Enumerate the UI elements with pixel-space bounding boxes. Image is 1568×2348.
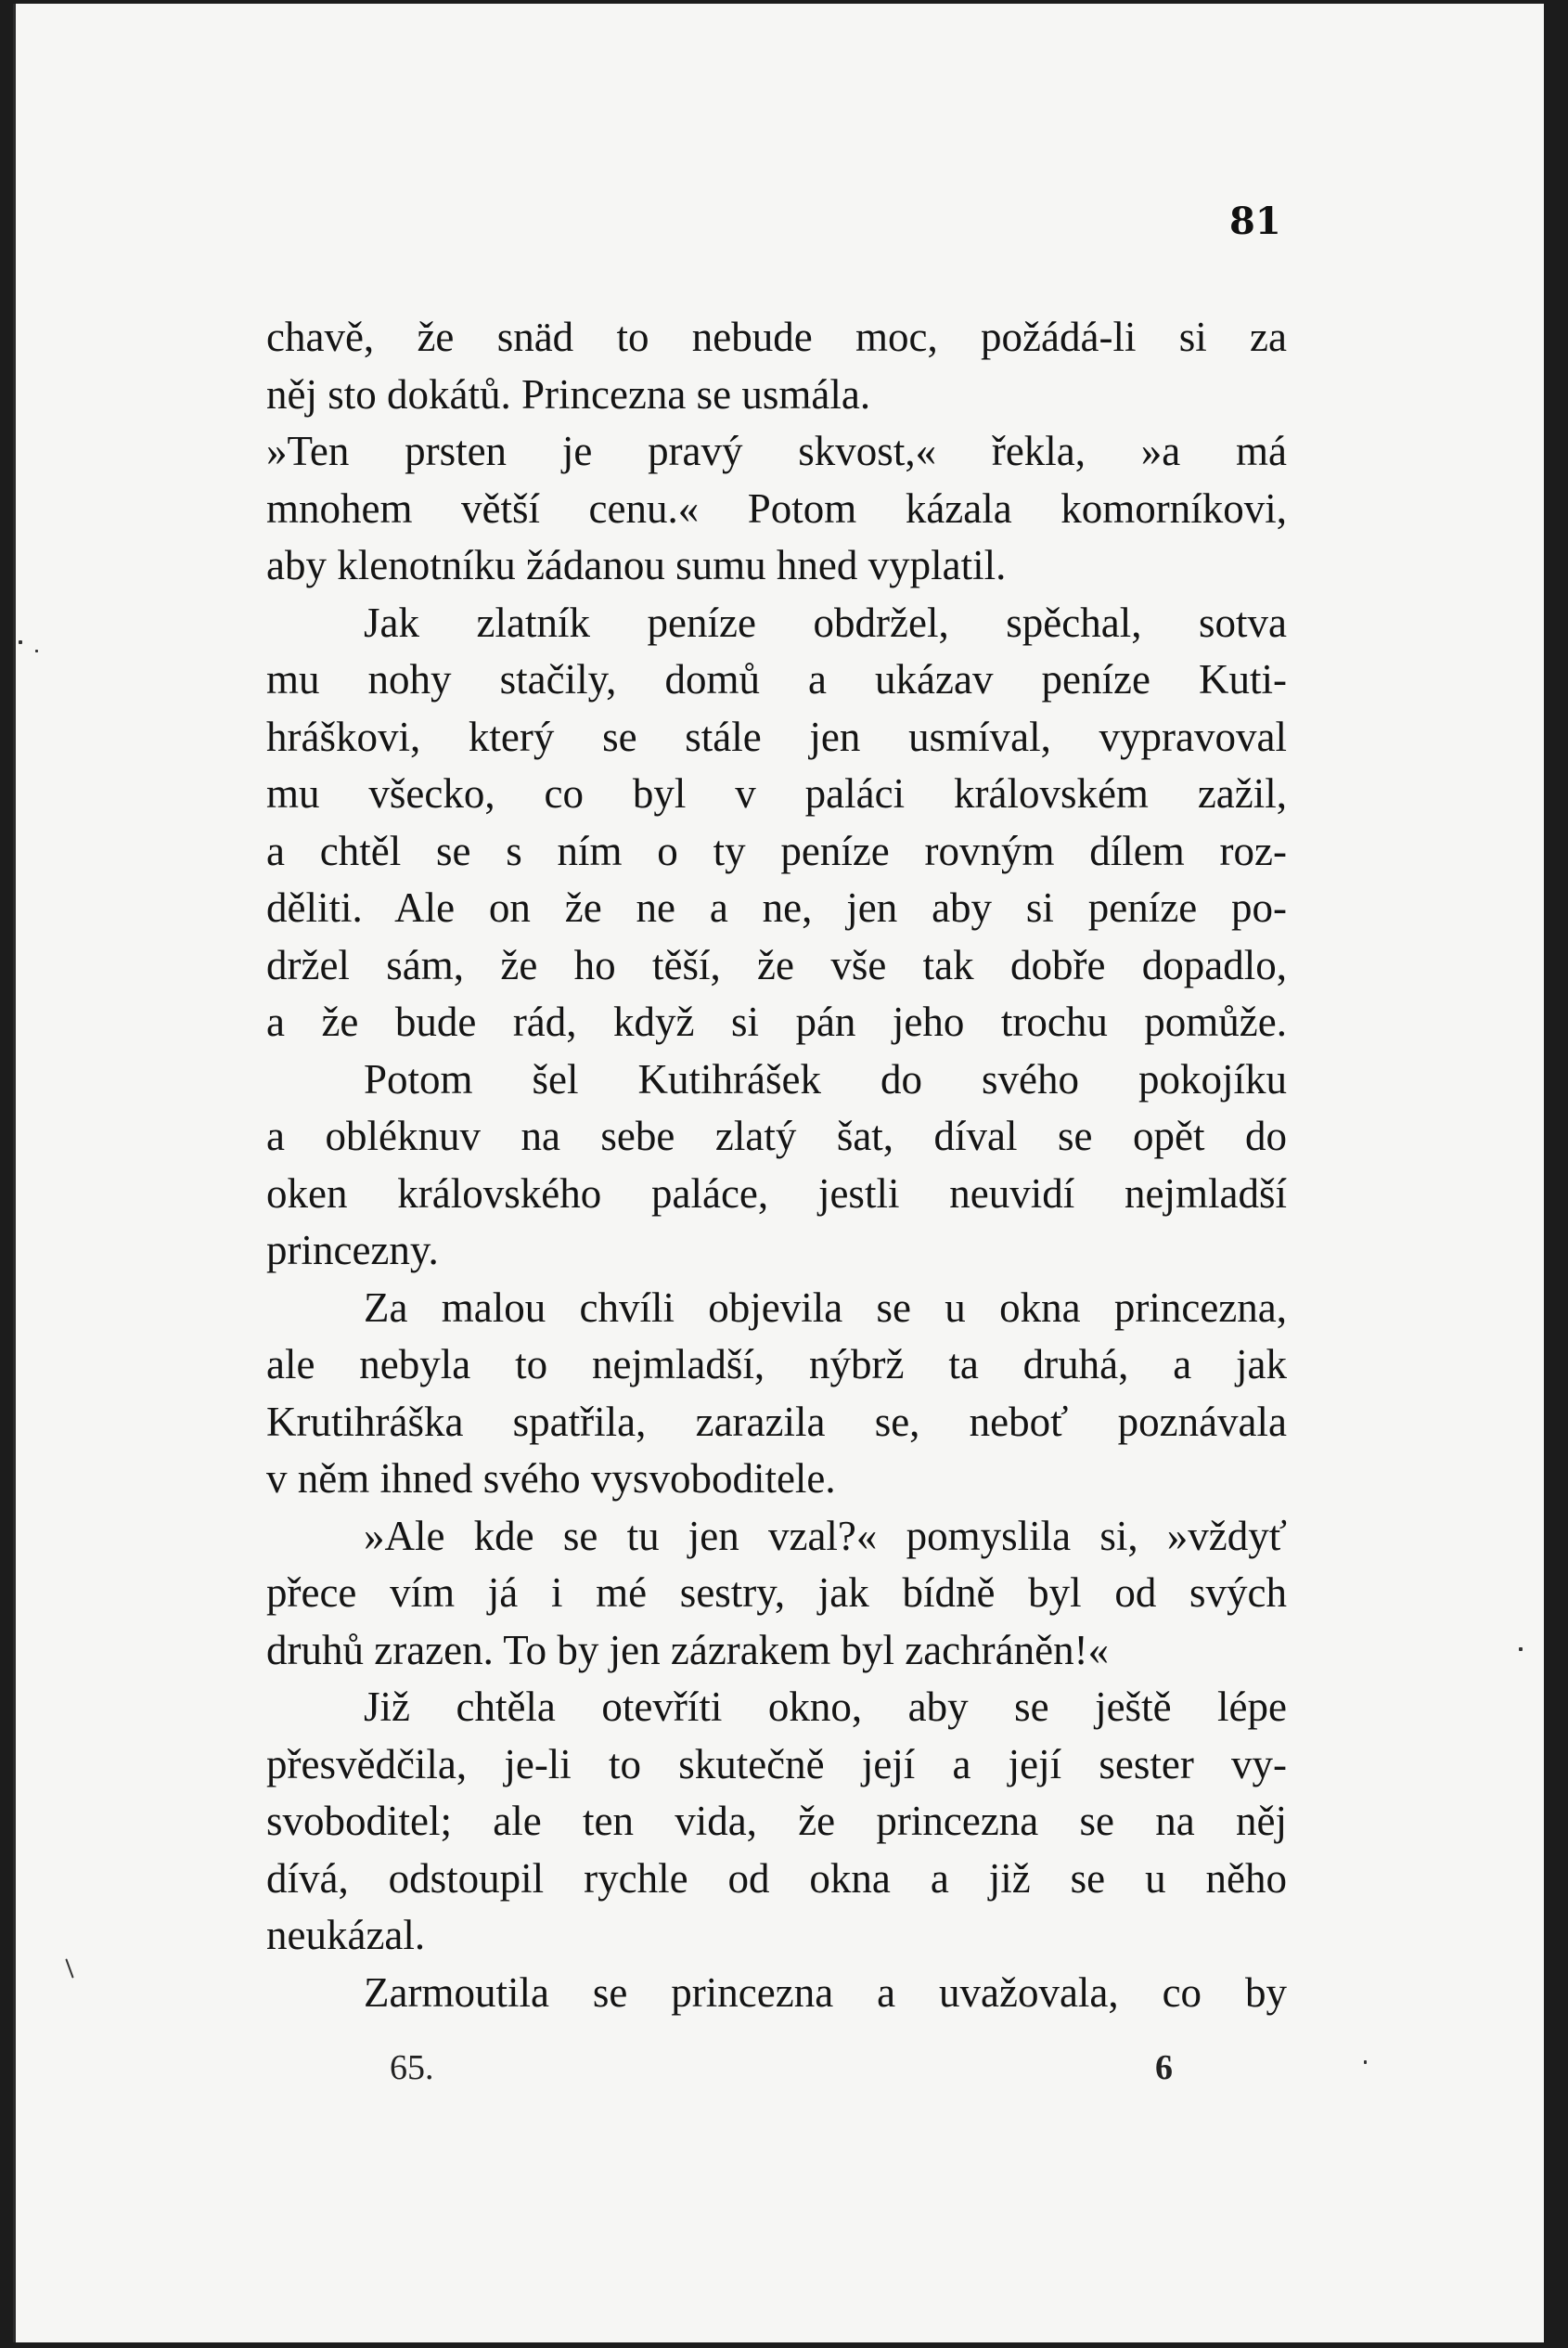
- text-line: svoboditel; ale ten vida, že princezna se na něj: [266, 1798, 1287, 1844]
- text-line: mu nohy stačily, domů a ukázav peníze Kuti-: [266, 656, 1287, 703]
- text-line: Jak zlatník peníze obdržel, spěchal, sotva: [364, 599, 1287, 646]
- page-edge-shadow: [13, 4, 16, 2342]
- text-line: »Ten prsten je pravý skvost,« řekla, »a má: [266, 428, 1287, 474]
- text-line: aby klenotníku žádanou sumu hned vyplatil.: [266, 542, 1007, 588]
- text-line: mnohem větší cenu.« Potom kázala komorníkovi,: [266, 484, 1287, 532]
- text-line: Potom šel Kutihrášek do svého pokojíku: [364, 1055, 1287, 1103]
- text-line: děliti. Ale on že ne a ne, jen aby si peníze po-: [266, 884, 1287, 931]
- text-line: hráškovi, který se stále jen usmíval, vypravoval: [266, 713, 1287, 760]
- text-line: dívá, odstoupil rychle od okna a již se u něho: [266, 1854, 1287, 1902]
- dust-speck: [1519, 1647, 1523, 1651]
- text-line: princezny.: [266, 1227, 439, 1273]
- text-line: držel sám, že ho těší, že vše tak dobře dopadlo,: [266, 941, 1287, 988]
- text-line: a chtěl se s ním o ty peníze rovným dílem roz-: [266, 827, 1287, 874]
- text-line: mu všecko, co byl v paláci královském zažil,: [266, 770, 1287, 817]
- text-line: druhů zrazen. To by jen zázrakem byl zachráněn!«: [266, 1626, 1110, 1673]
- text-line: a obléknuv na sebe zlatý šat, díval se opět do: [266, 1113, 1287, 1159]
- text-line: »Ale kde se tu jen vzal?« pomyslila si, »vždyť: [364, 1512, 1287, 1559]
- text-line: chavě, že snäd to nebude moc, požádá-li si za: [266, 314, 1287, 360]
- text-line: Za malou chvíli objevila se u okna princezna,: [364, 1284, 1287, 1331]
- dust-speck: [19, 640, 22, 644]
- dust-speck: [35, 650, 38, 652]
- text-line: přece vím já i mé sestry, jak bídně byl od svých: [266, 1569, 1287, 1616]
- printer-signature: 65.: [390, 2048, 434, 2087]
- text-line: Již chtěla otevříti okno, aby se ještě lépe: [364, 1684, 1287, 1730]
- text-line: v něm ihned svého vysvoboditele.: [266, 1455, 836, 1502]
- sheet-number: 6: [1155, 2048, 1173, 2087]
- text-line: ale nebyla to nejmladší, nýbrž ta druhá, a jak: [266, 1341, 1287, 1387]
- text-line: přesvědčila, je-li to skutečně její a její sester vy-: [266, 1740, 1287, 1787]
- body-text: [266, 309, 1287, 2021]
- text-line: Krutihráška spatřila, zarazila se, neboť poznávala: [266, 1398, 1287, 1445]
- text-line: neukázal.: [266, 1912, 426, 1958]
- text-line: oken královského paláce, jestli neuvidí nejmladší: [266, 1169, 1287, 1217]
- text-line: a že bude rád, když si pán jeho trochu pomůže.: [266, 999, 1287, 1045]
- page-number: 81: [1229, 200, 1281, 243]
- text-line: Zarmoutila se princezna a uvažovala, co by: [364, 1968, 1287, 2016]
- dust-speck: [1364, 2060, 1367, 2064]
- text-line: něj sto dokátů. Princezna se usmála.: [266, 370, 871, 418]
